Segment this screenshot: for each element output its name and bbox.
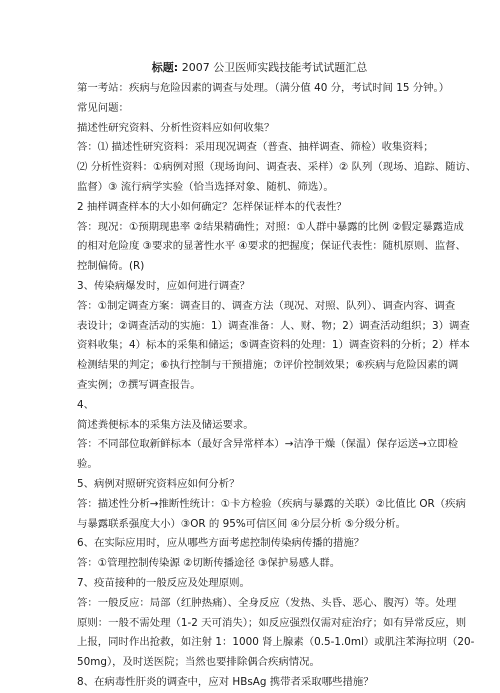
text-line: 监督）③ 流行病学实验（恰当选择对象、随机、筛选）。: [77, 180, 334, 193]
text-line: 上报，同时作出抢救，如注射 1：1000 肾上腺素（0.5-1.0ml）或肌注苯海拉明（20-: [77, 636, 475, 649]
text-line: 答：现况：①预期现患率 ②结果精确性；对照：①人群中暴露的比例 ②假定暴露造成: [77, 220, 464, 233]
text-line: 简述粪便标本的采集方法及储运要求。: [77, 418, 254, 431]
text-line: 检测结果的判定；⑥执行控制与干预措施；⑦评价控制效果；⑥疾病与危险因素的调: [77, 359, 459, 372]
text-line: 表设计；②调查活动的实施：1）调查准备：人、财、物；2）调查活动组织；3）调查: [77, 319, 470, 332]
text-line: 2 抽样调查样本的大小如何确定？怎样保证样本的代表性？: [77, 200, 347, 213]
text-line: 第一考站：疾病与危险因素的调查与处理。（满分值 40 分，考试时间 15 分钟。）: [77, 82, 450, 94]
text-line: 控制偏倚。(R): [77, 260, 145, 273]
document-title: [37, 58, 482, 78]
text-line: 8、在病毒性肝炎的调查中，应对 HBsAg 携带者采取哪些措施？: [77, 675, 374, 688]
text-line: 描述性研究资料、分析性资料应如何收集？: [77, 121, 275, 134]
title-text: 2007 公卫医师实践技能考试试题汇总: [181, 61, 368, 74]
title-lead: 标题:: [151, 61, 179, 74]
text-line: 的相对危险度 ③要求的显著性水平 ④要求的把握度；保证代表性：随机原则、监督、: [77, 240, 466, 253]
document-body: [77, 79, 482, 693]
text-line: 答：一般反应：局部（红肿热痛）、全身反应（发热、头昏、恶心、腹泻）等。处理: [77, 596, 457, 609]
text-line: 资料收集；4）标本的采集和储运；⑤调查资料的处理：1）调查资料的分析；2）样本: [77, 339, 470, 352]
text-line: 验。: [77, 458, 98, 471]
text-line: 答：①制定调查方案：调查目的、调查方法（现况、对照、队列）、调查内容、调查: [77, 299, 456, 312]
text-line: 答：⑴ 描述性研究资料：采用现况调查（普查、抽样调查、筛检）收集资料；: [77, 141, 434, 154]
text-line: 原则：一般不需处理（1-2 天可消失）；如反应强烈仅需对症治疗；如有异常反应，则: [77, 616, 467, 629]
text-line: 5、病例对照研究资料应如何分析？: [77, 477, 240, 490]
text-line: 3、传染病爆发时，应如何进行调查？: [77, 279, 250, 292]
text-line: 答：不同部位取新鲜标本（最好含异常样本）→洁净干燥（保温）保存运送→立即检: [77, 438, 459, 451]
text-line: 答：描述性分析→推断性统计：①卡方检验（疾病与暴露的关联）②比值比 OR（疾病: [77, 497, 466, 510]
text-line: 7、疫苗接种的一般反应及处理原则。: [77, 576, 250, 589]
text-line: 与暴露联系强度大小）③OR 的 95%可信区间 ④分层分析 ⑤分级分析。: [77, 517, 407, 530]
text-line: ⑵ 分析性资料：①病例对照（现场询问、调查表、采样）② 队列（现场、追踪、随访、: [77, 161, 477, 174]
text-line: 常见问题：: [77, 101, 129, 114]
text-line: 答：①管理控制传染源 ②切断传播途径 ③保护易感人群。: [77, 557, 341, 570]
text-line: 4、: [77, 398, 95, 411]
text-line: 6、在实际应用时，应从哪些方面考虑控制传染病传播的措施？: [77, 537, 365, 550]
text-line: 50mg），及时送医院；当然也要排除偶合疾病情况。: [77, 656, 320, 669]
text-line: 查实例；⑦撰写调查报告。: [77, 378, 201, 391]
